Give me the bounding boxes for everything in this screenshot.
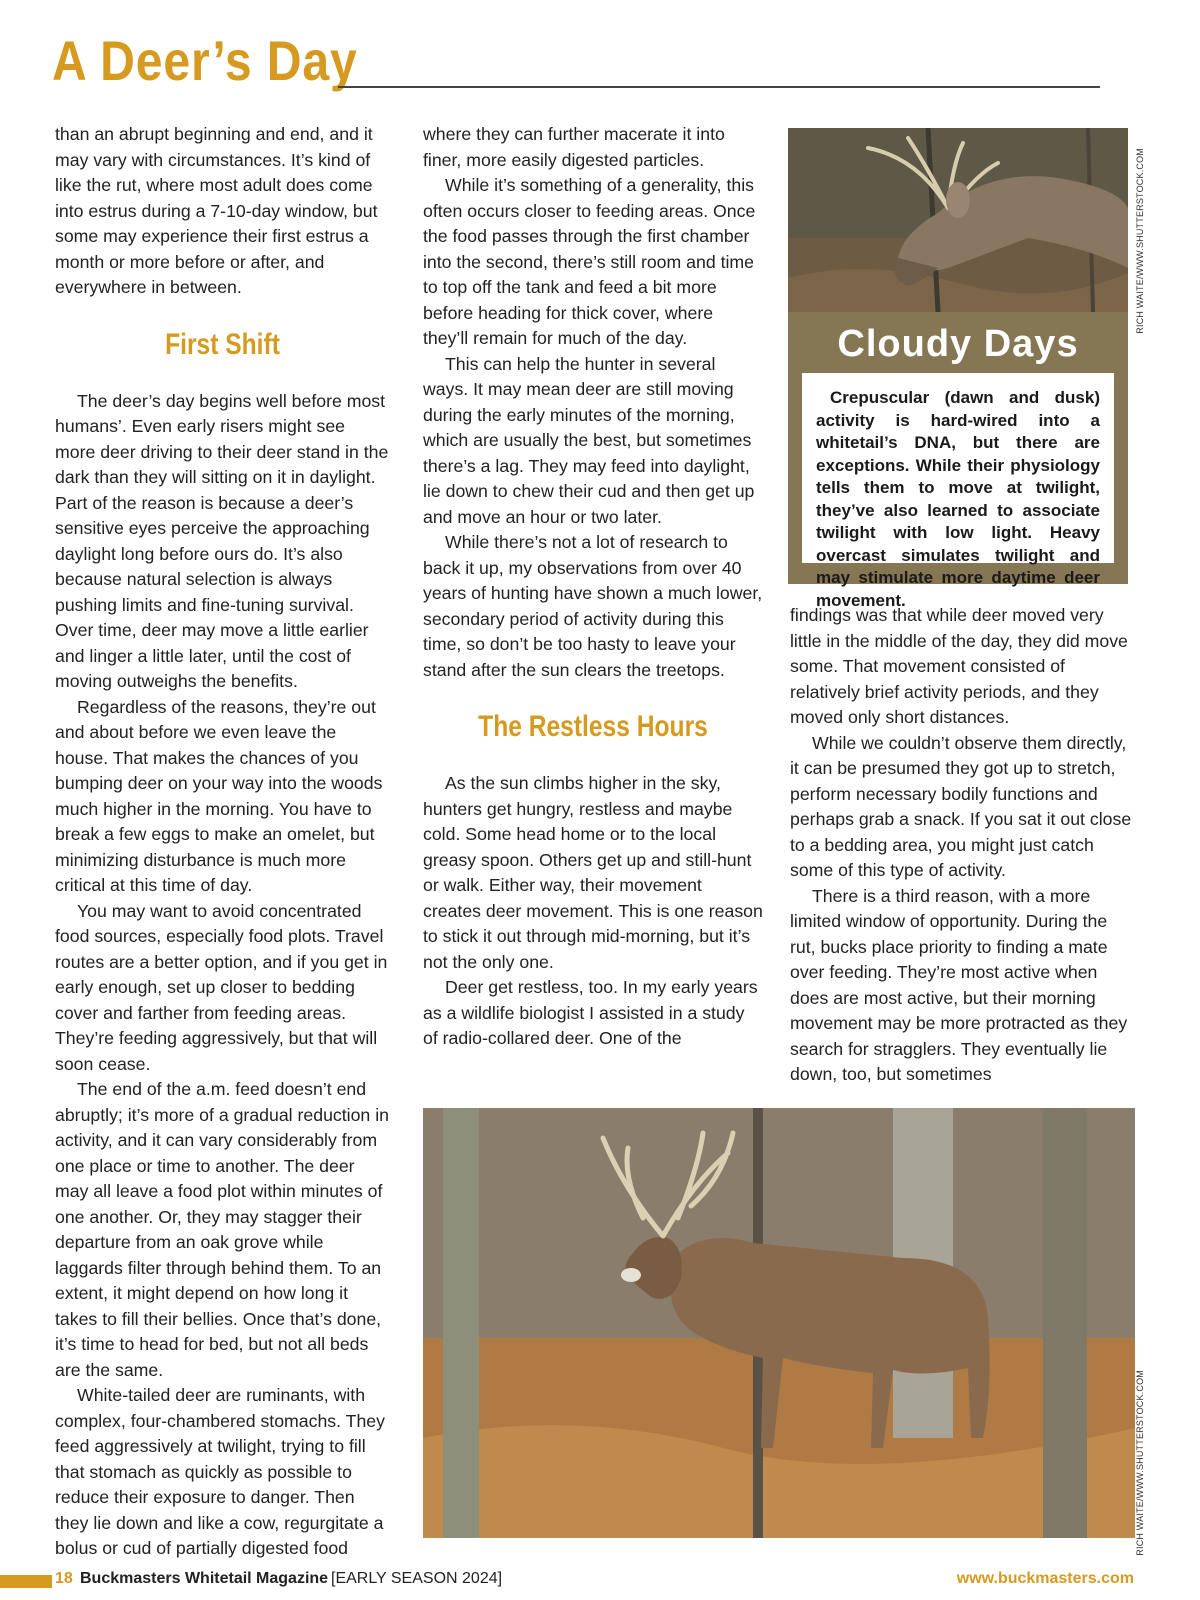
issue-label: [EARLY SEASON 2024] bbox=[331, 1570, 503, 1587]
paragraph: White-tailed deer are ruminants, with complex, four-chambered stomachs. They feed aggressively at twilight, trying to fill that stomach as quickly as possible to reduce their exposure to danger. Then they lie down and like a cow, regurgitate a bolus or cud of partially digested food bbox=[55, 1385, 385, 1558]
paragraph: Deer get restless, too. In my early years as a wildlife biologist I assisted in a study of radio-collared deer. One of the bbox=[423, 977, 758, 1048]
column-middle bbox=[423, 122, 763, 1052]
paragraph: This can help the hunter in several ways. It may mean deer are still moving during the early minutes of the morning, which are usually the best, but sometimes there’s a lag. They may feed into daylight, lie down to chew their cud and then get up and move an hour or two later. bbox=[423, 353, 755, 527]
paragraph: Regardless of the reasons, they’re out and about before we even leave the house. That makes the chances of you bumping deer on your way into the woods much higher in the morning. You have to break a few eggs to make an omelet, but minimizing disturbance is much more critical at this time of day. bbox=[55, 696, 383, 895]
website-link[interactable]: www.buckmasters.com bbox=[956, 1570, 1134, 1587]
paragraph: While there’s not a lot of research to back it up, my observations from over 40 years of hunting have shown a much lower, secondary period of activity during this time, so don’t be too hasty to leave your stand after the sun clears the treetops. bbox=[423, 532, 763, 680]
paragraph: While we couldn’t observe them directly, it can be presumed they got up to stretch, perform necessary bodily functions and perhaps grab a snack. If you sat it out close to a bedding area, you might just catch some of this type of activity. bbox=[790, 732, 1132, 880]
paragraph: where they can further macerate it into finer, more easily digested particles. bbox=[423, 124, 725, 170]
paragraph: While it’s something of a generality, this often occurs closer to feeding areas. Once the food passes through the first chamber into the second, there’s still room and time to top off the tank and feed a bit more before heading for thick cover, where they’ll remain for much of the day. bbox=[423, 175, 756, 348]
footer-accent-bar bbox=[0, 1575, 52, 1588]
paragraph: The deer’s day begins well before most humans’. Even early risers might see more deer driving to their deer stand in the dark than they will sitting on it in daylight. Part of the reason is because a deer’s sensitive eyes perceive the approaching daylight long before ours do. It’s also because natural selection is always pushing limits and fine-tuning survival. Over time, deer may move a little earlier and linger a little later, until the cost of moving outweighs the benefits. bbox=[55, 390, 389, 691]
column-left bbox=[55, 122, 390, 1562]
photo-credit: RICH WAITE/WWW.SHUTTERSTOCK.COM bbox=[1135, 148, 1145, 334]
photo-credit: RICH WAITE/WWW.SHUTTERSTOCK.COM bbox=[1135, 1370, 1145, 1556]
page-title: A Deer’s Day bbox=[52, 29, 358, 92]
title-rule bbox=[338, 86, 1100, 88]
deer-feeding-photo bbox=[788, 128, 1128, 312]
paragraph: findings was that while deer moved very little in the middle of the day, they did move some. That movement consisted of relatively brief activity periods, and they moved only short distances. bbox=[790, 605, 1128, 727]
sidebar-title: Cloudy Days bbox=[837, 323, 1079, 365]
subhead-first-shift: First Shift bbox=[165, 327, 280, 361]
page-footer bbox=[0, 1566, 1200, 1592]
paragraph: You may want to avoid concentrated food sources, especially food plots. Travel routes are a better option, and if you get in early enough, set up closer to bedding cover and farther from feeding areas. They’re feeding aggressively, but that will soon cease. bbox=[55, 900, 388, 1074]
paragraph: As the sun climbs higher in the sky, hunters get hungry, restless and maybe cold. Some head home or to the local greasy spoon. Others get up and still-hunt or walk. Either way, their movement creates deer movement. This is one reason to stick it out through mid-morning, but it’s not the only one. bbox=[423, 773, 763, 972]
magazine-name: Buckmasters Whitetail Magazine bbox=[80, 1570, 329, 1587]
page-number: 18 bbox=[55, 1570, 73, 1587]
paragraph: The end of the a.m. feed doesn’t end abruptly; it’s more of a gradual reduction in activity, and it can vary considerably from one place or time to another. The deer may all leave a food plot within minutes of one another. Or, they may stagger their departure from an oak grove while laggards filter through behind them. To an extent, it might depend on how long it takes to fill their bellies. Once that’s done, it’s time to head for bed, but not all beds are the same. bbox=[55, 1079, 389, 1380]
buck-in-forest-photo bbox=[423, 1108, 1135, 1538]
paragraph: There is a third reason, with a more limited window of opportunity. During the rut, bucks place priority to finding a mate over feeding. They’re most active when does are most active, but their morning movement may be more protracted as they search for stragglers. They eventually lie down, too, but sometimes bbox=[790, 885, 1128, 1084]
subhead-restless-hours: The Restless Hours bbox=[478, 710, 708, 743]
sidebar-body: Crepuscular (dawn and dusk) activity is hard-wired into a whitetail’s DNA, but there are exceptions. While their physiology tells them to move at twilight, they’ve also learned to associate twilight with low light. Heavy overcast simulates twilight and may stimulate more daytime deer movement. bbox=[802, 373, 1114, 563]
paragraph: than an abrupt beginning and end, and it may vary with circumstances. It’s kind of like the rut, where most adult does come into estrus during a 7-10-day window, but some may experience their first estrus a month or more before or after, and everywhere in between. bbox=[55, 124, 378, 297]
column-right bbox=[790, 603, 1135, 1088]
